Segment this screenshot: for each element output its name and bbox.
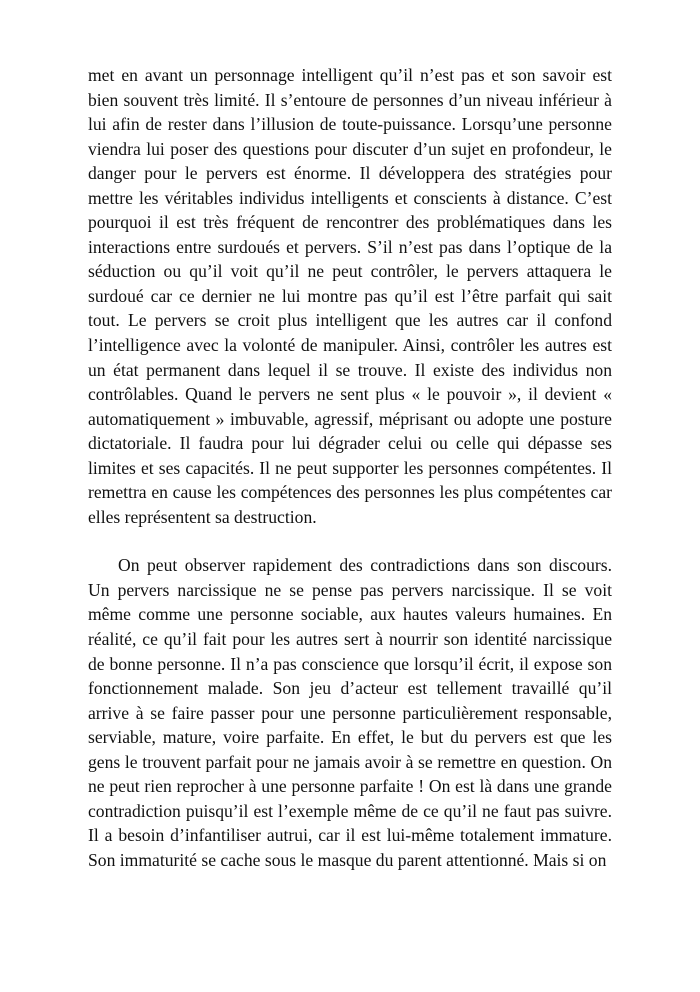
paragraph-2: On peut observer rapidement des contradictions dans son discours. Un pervers narcissique ne se pense pas pervers narcissique. Il se voit même comme une personne sociable, aux hautes valeurs humaines. En réalité, ce qu’il fait pour les autres sert à nourrir son identité narcissique de bonne personne. Il n’a pas conscience que lorsqu’il écrit, il expose son fonctionnement malade. Son jeu d’acteur est tellement travaillé qu’il arrive à se faire passer pour une personne particulièrement responsable, serviable, mature, voire parfaite. En effet, le but du pervers est que les gens le trouvent parfait pour ne jamais avoir à se remettre en question. On ne peut rien reprocher à une personne parfaite ! On est là dans une grande contradiction puisqu’il est l’exemple même de ce qu’il ne faut pas suivre. Il a besoin d’infantiliser autrui, car il est lui-même totalement immature. Son immaturité se cache sous le masque du parent attentionné. Mais si on <box>88 555 612 870</box>
document-page <box>88 63 612 873</box>
paragraph-1: met en avant un personnage intelligent qu’il n’est pas et son savoir est bien souvent très limité. Il s’entoure de personnes d’un niveau inférieur à lui afin de rester dans l’illusion de toute-puissance. Lorsqu’une personne viendra lui poser des questions pour discuter d’un sujet en profondeur, le danger pour le pervers est énorme. Il développera des stratégies pour mettre les véritables individus intelligents et conscients à distance. C’est pourquoi il est très fréquent de rencontrer des problématiques dans les interactions entre surdoués et pervers. S’il n’est pas dans l’optique de la séduction ou qu’il voit qu’il ne peut contrôler, le pervers attaquera le surdoué car ce dernier ne lui montre pas qu’il est l’être parfait qui sait tout. Le pervers se croit plus intelligent que les autres car il confond l’intelligence avec la volonté de manipuler. Ainsi, contrôler les autres est un état permanent dans lequel il se trouve. Il existe des individus non contrôlables. Quand le pervers ne sent plus « le pouvoir », il devient « automatiquement » imbuvable, agressif, méprisant ou adopte une posture dictatoriale. Il faudra pour lui dégrader celui ou celle qui dépasse ses limites et ses capacités. Il ne peut supporter les personnes compétentes. Il remettra en cause les compétences des personnes les plus compétentes car elles représentent sa destruction. <box>88 65 612 527</box>
